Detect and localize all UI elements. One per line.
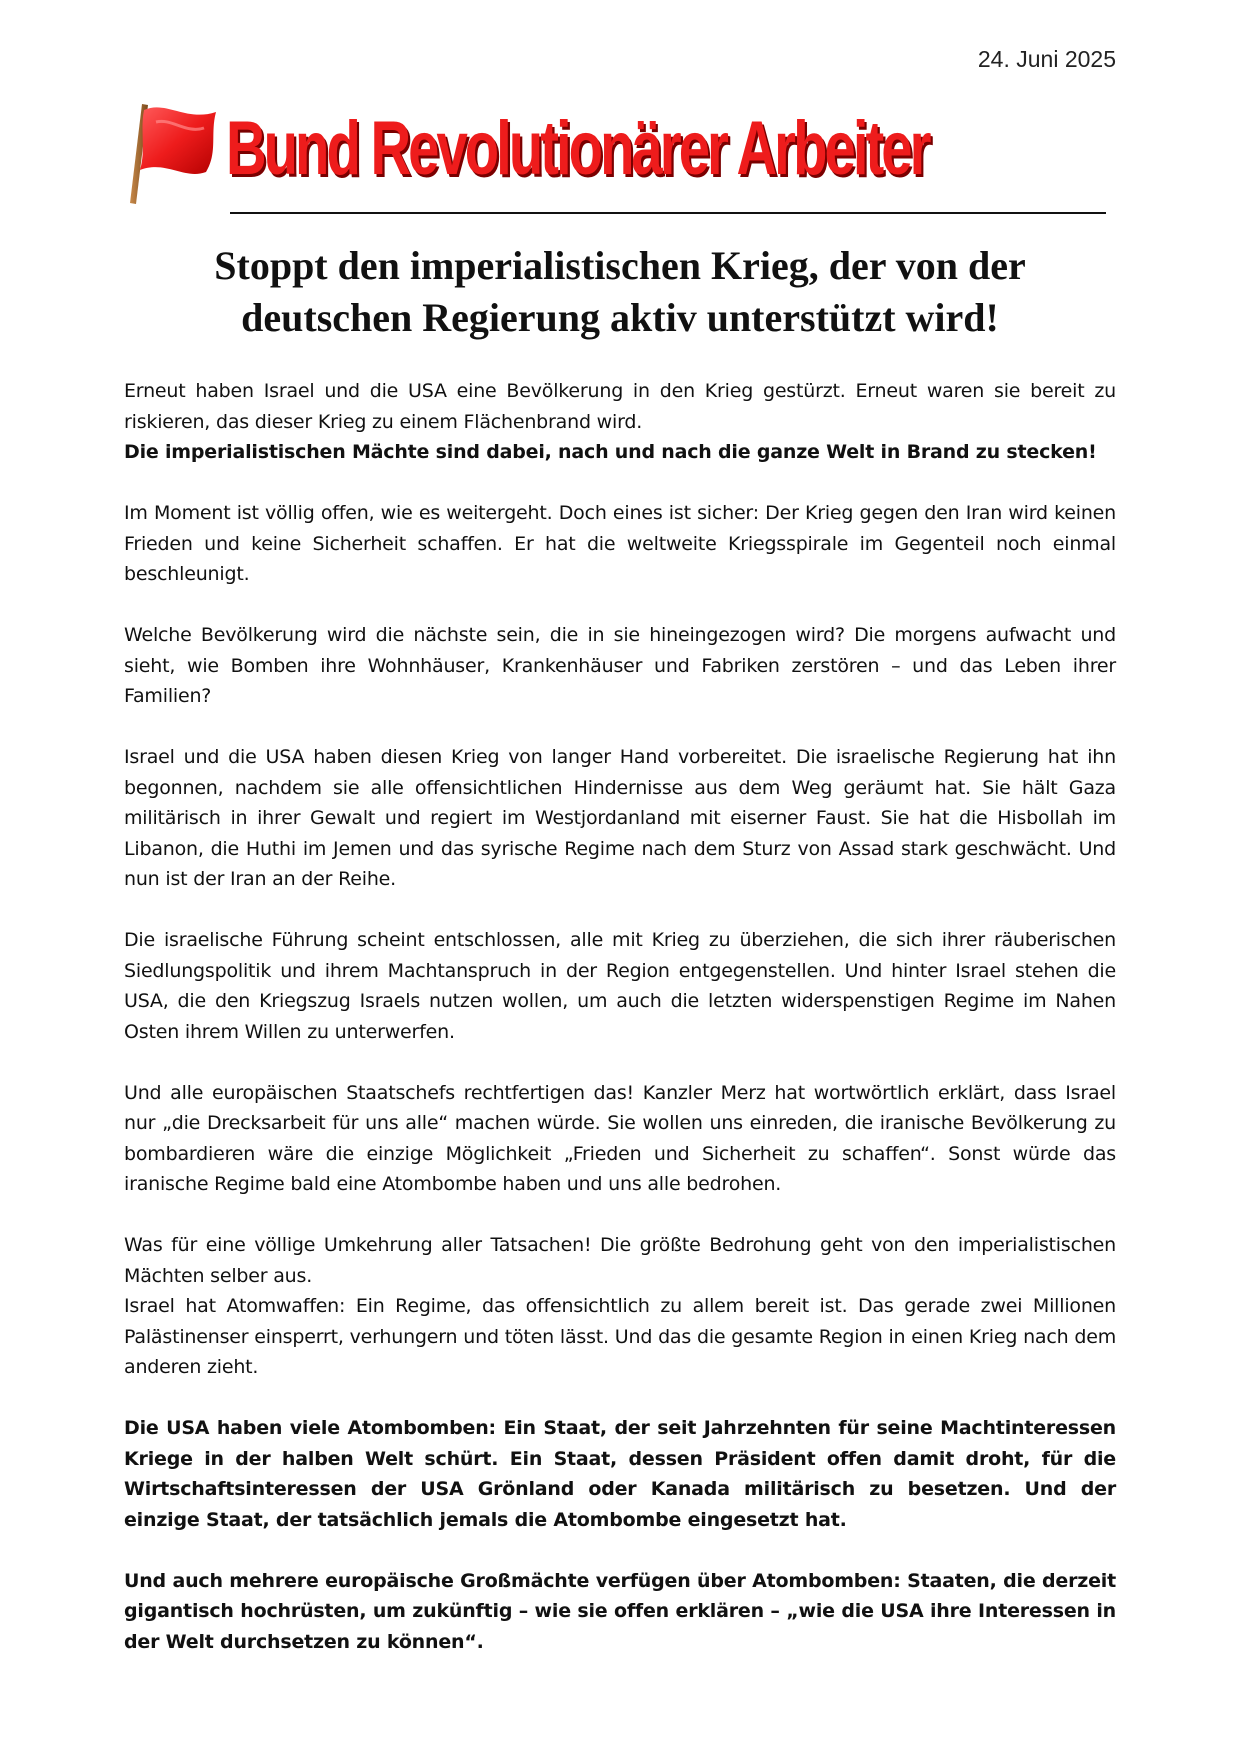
paragraph-text: Was für eine völlige Umkehrung aller Tatsachen! Die größte Bedrohung geht von den imperialistischen Mächten selber aus. (124, 1234, 1116, 1287)
paragraph: Im Moment ist völlig offen, wie es weitergeht. Doch eines ist sicher: Der Krieg gegen den Iran wird keinen Frieden und keine Sicherheit schaffen. Er hat die weltweite Kriegsspirale im Gegenteil noch einmal beschleunigt. (124, 502, 1116, 585)
red-flag-icon (126, 100, 226, 208)
headline-line: deutschen Regierung aktiv unterstützt wird! (241, 295, 999, 340)
masthead (126, 100, 1116, 210)
organization-name: Bund Revolutionärer Arbeiter (226, 106, 929, 191)
headline (110, 240, 1130, 344)
article-body (124, 376, 1116, 1688)
paragraph: Und alle europäischen Staatschefs rechtfertigen das! Kanzler Merz hat wortwörtlich erklärt, dass Israel nur „die Drecksarbeit für uns alle“ machen würde. Sie wollen uns einreden, die iranische Bevölkerung zu bombardieren wäre die einzige Möglichkeit „Frieden und Sicherheit zu schaffen“. Sonst würde das iranische Regime bald eine Atombombe haben und uns alle bedrohen. (124, 1081, 1116, 1195)
paragraph: Welche Bevölkerung wird die nächste sein, die in sie hineingezogen wird? Die morgens aufwacht und sieht, wie Bomben ihre Wohnhäuser, Krankenhäuser und Fabriken zerstören – und das Leben ihrer Familien? (124, 624, 1116, 707)
paragraph-text: Erneut haben Israel und die USA eine Bevölkerung in den Krieg gestürzt. Erneut waren sie bereit zu riskieren, das dieser Krieg zu einem Flächenbrand wird. (124, 380, 1116, 433)
paragraph (124, 376, 1116, 468)
paragraph: Die israelische Führung scheint entschlossen, alle mit Krieg zu überziehen, die sich ihrer räuberischen Siedlungspolitik und ihrem Machtanspruch in der Region entgegenstellen. Und hinter Israel stehen die USA, die den Kriegszug Israels nutzen wollen, um auch die letzten widerspenstigen Regime im Nahen Osten ihrem Willen zu unterwerfen. (124, 929, 1116, 1043)
paragraph-bold: Die USA haben viele Atombomben: Ein Staat, der seit Jahrzehnten für seine Machtinteressen Kriege in der halben Welt schürt. Ein Staat, dessen Präsident offen damit droht, für die Wirtschaftsinteressen der USA Grönland oder Kanada militärisch zu besetzen. Und der einzige Staat, der tatsächlich jemals die Atombombe eingesetzt hat. (124, 1417, 1116, 1531)
masthead-divider (230, 212, 1106, 214)
paragraph-bold: Und auch mehrere europäische Großmächte verfügen über Atombomben: Staaten, die derzeit gigantisch hochrüsten, um zukünftig – wie sie offen erklären – „wie die USA ihre Interessen in der Welt durchsetzen zu können“. (124, 1569, 1116, 1653)
paragraph (124, 1230, 1116, 1383)
headline-line: Stoppt den imperialistischen Krieg, der von der (214, 243, 1026, 288)
paragraph-emphasis: Die imperialistischen Mächte sind dabei, nach und nach die ganze Welt in Brand zu stecken! (124, 441, 1097, 463)
document-date: 24. Juni 2025 (977, 46, 1116, 72)
paragraph-text: Israel hat Atomwaffen: Ein Regime, das offensichtlich zu allem bereit ist. Das gerade zwei Millionen Palästinenser einsperrt, verhungern und töten lässt. Und das die gesamte Region in einen Krieg nach dem anderen zieht. (124, 1295, 1116, 1378)
paragraph: Israel und die USA haben diesen Krieg von langer Hand vorbereitet. Die israelische Regierung hat ihn begonnen, nachdem sie alle offensichtlichen Hindernisse aus dem Weg geräumt hat. Sie hält Gaza militärisch in ihrer Gewalt und regiert im Westjordanland mit eiserner Faust. Sie hat die Hisbollah im Libanon, die Huthi im Jemen und das syrische Regime nach dem Sturz von Assad stark geschwächt. Und nun ist der Iran an der Reihe. (124, 746, 1116, 890)
